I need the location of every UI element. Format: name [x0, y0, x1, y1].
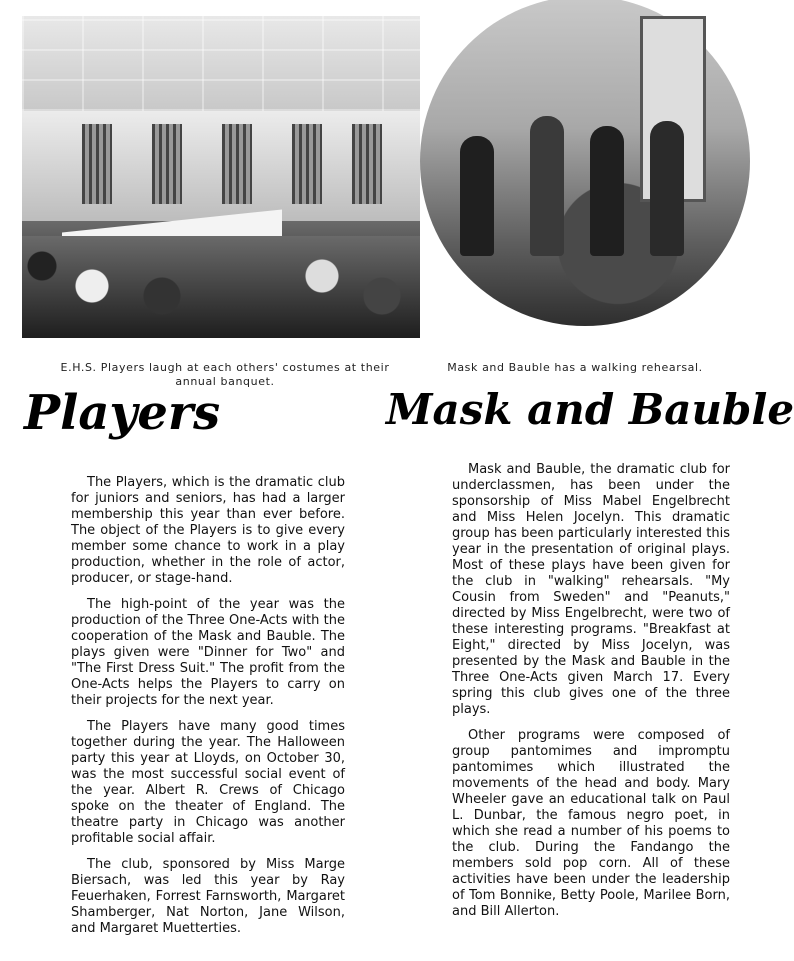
players-paragraph: The high-point of the year was the production of the Three One-Acts with the cooperation of the Mask and Bauble. The plays given were "Dinner for Two" and "The First Dress Suit." The profit from the One-Acts helps the Players to carry on their projects for the next year. — [71, 597, 345, 708]
figure — [590, 126, 624, 256]
window — [352, 124, 382, 204]
rehearsal-photo — [420, 0, 750, 326]
rehearsal-photo-frame — [420, 16, 730, 338]
window — [292, 124, 322, 204]
players-paragraph: The club, sponsored by Miss Marge Biersach, was led this year by Ray Feuerhaken, Forrest Farnsworth, Margaret Shamberger, Nat Norton, Jane Wilson, and Margaret Muetterties. — [71, 857, 345, 936]
players-article — [71, 475, 345, 947]
rehearsal-caption: Mask and Bauble has a walking rehearsal. — [447, 361, 703, 374]
mask-and-bauble-article — [452, 462, 730, 930]
mask-and-bauble-paragraph: Mask and Bauble, the dramatic club for underclassmen, has been under the sponsorship of Miss Mabel Engelbrecht and Miss Helen Jocelyn. This dramatic group has been particularly interested this year in the presentation of original plays. Most of these plays have been given for the club in "walking" rehearsals. "My Cousin from Sweden" and "Peanuts," directed by Miss Engelbrecht, were two of these interesting programs. "Breakfast at Eight," directed by Miss Jocelyn, was presented by the Mask and Bauble in the Three One-Acts given March 17. Every spring this club gives one of the three plays. — [452, 462, 730, 717]
figure — [530, 116, 564, 256]
ceiling — [22, 16, 420, 111]
banquet-photo — [22, 16, 420, 338]
mask-and-bauble-heading: Mask and Bauble — [386, 385, 794, 434]
figure — [650, 121, 684, 256]
window — [152, 124, 182, 204]
players-paragraph: The Players, which is the dramatic club for juniors and seniors, has had a larger membership this year than ever before. The object of the Players is to give every member some chance to work in a play production, whether in the role of actor, producer, or stage-hand. — [71, 475, 345, 586]
players-paragraph: The Players have many good times together during the year. The Halloween party this year at Lloyds, on October 30, was the most successful social event of the year. Albert R. Crews of Chicago spoke on the theater of England. The theatre party in Chicago was another profitable social affair. — [71, 719, 345, 846]
mask-and-bauble-paragraph: Other programs were composed of group pantomimes and impromptu pantomimes which illustrated the movements of the head and body. Mary Wheeler gave an educational talk on Paul L. Dunbar, the famous negro poet, in which she read a number of his poems to the club. During the Fandango the members sold pop corn. All of these activities have been under the leadership of Tom Bonnike, Betty Poole, Marilee Born, and Bill Allerton. — [452, 728, 730, 919]
banquet-caption: E.H.S. Players laugh at each others' costumes at their annual banquet. — [60, 361, 390, 388]
window — [222, 124, 252, 204]
window — [82, 124, 112, 204]
players-heading: Players — [24, 385, 221, 441]
figure — [460, 136, 494, 256]
crowd — [22, 236, 420, 338]
